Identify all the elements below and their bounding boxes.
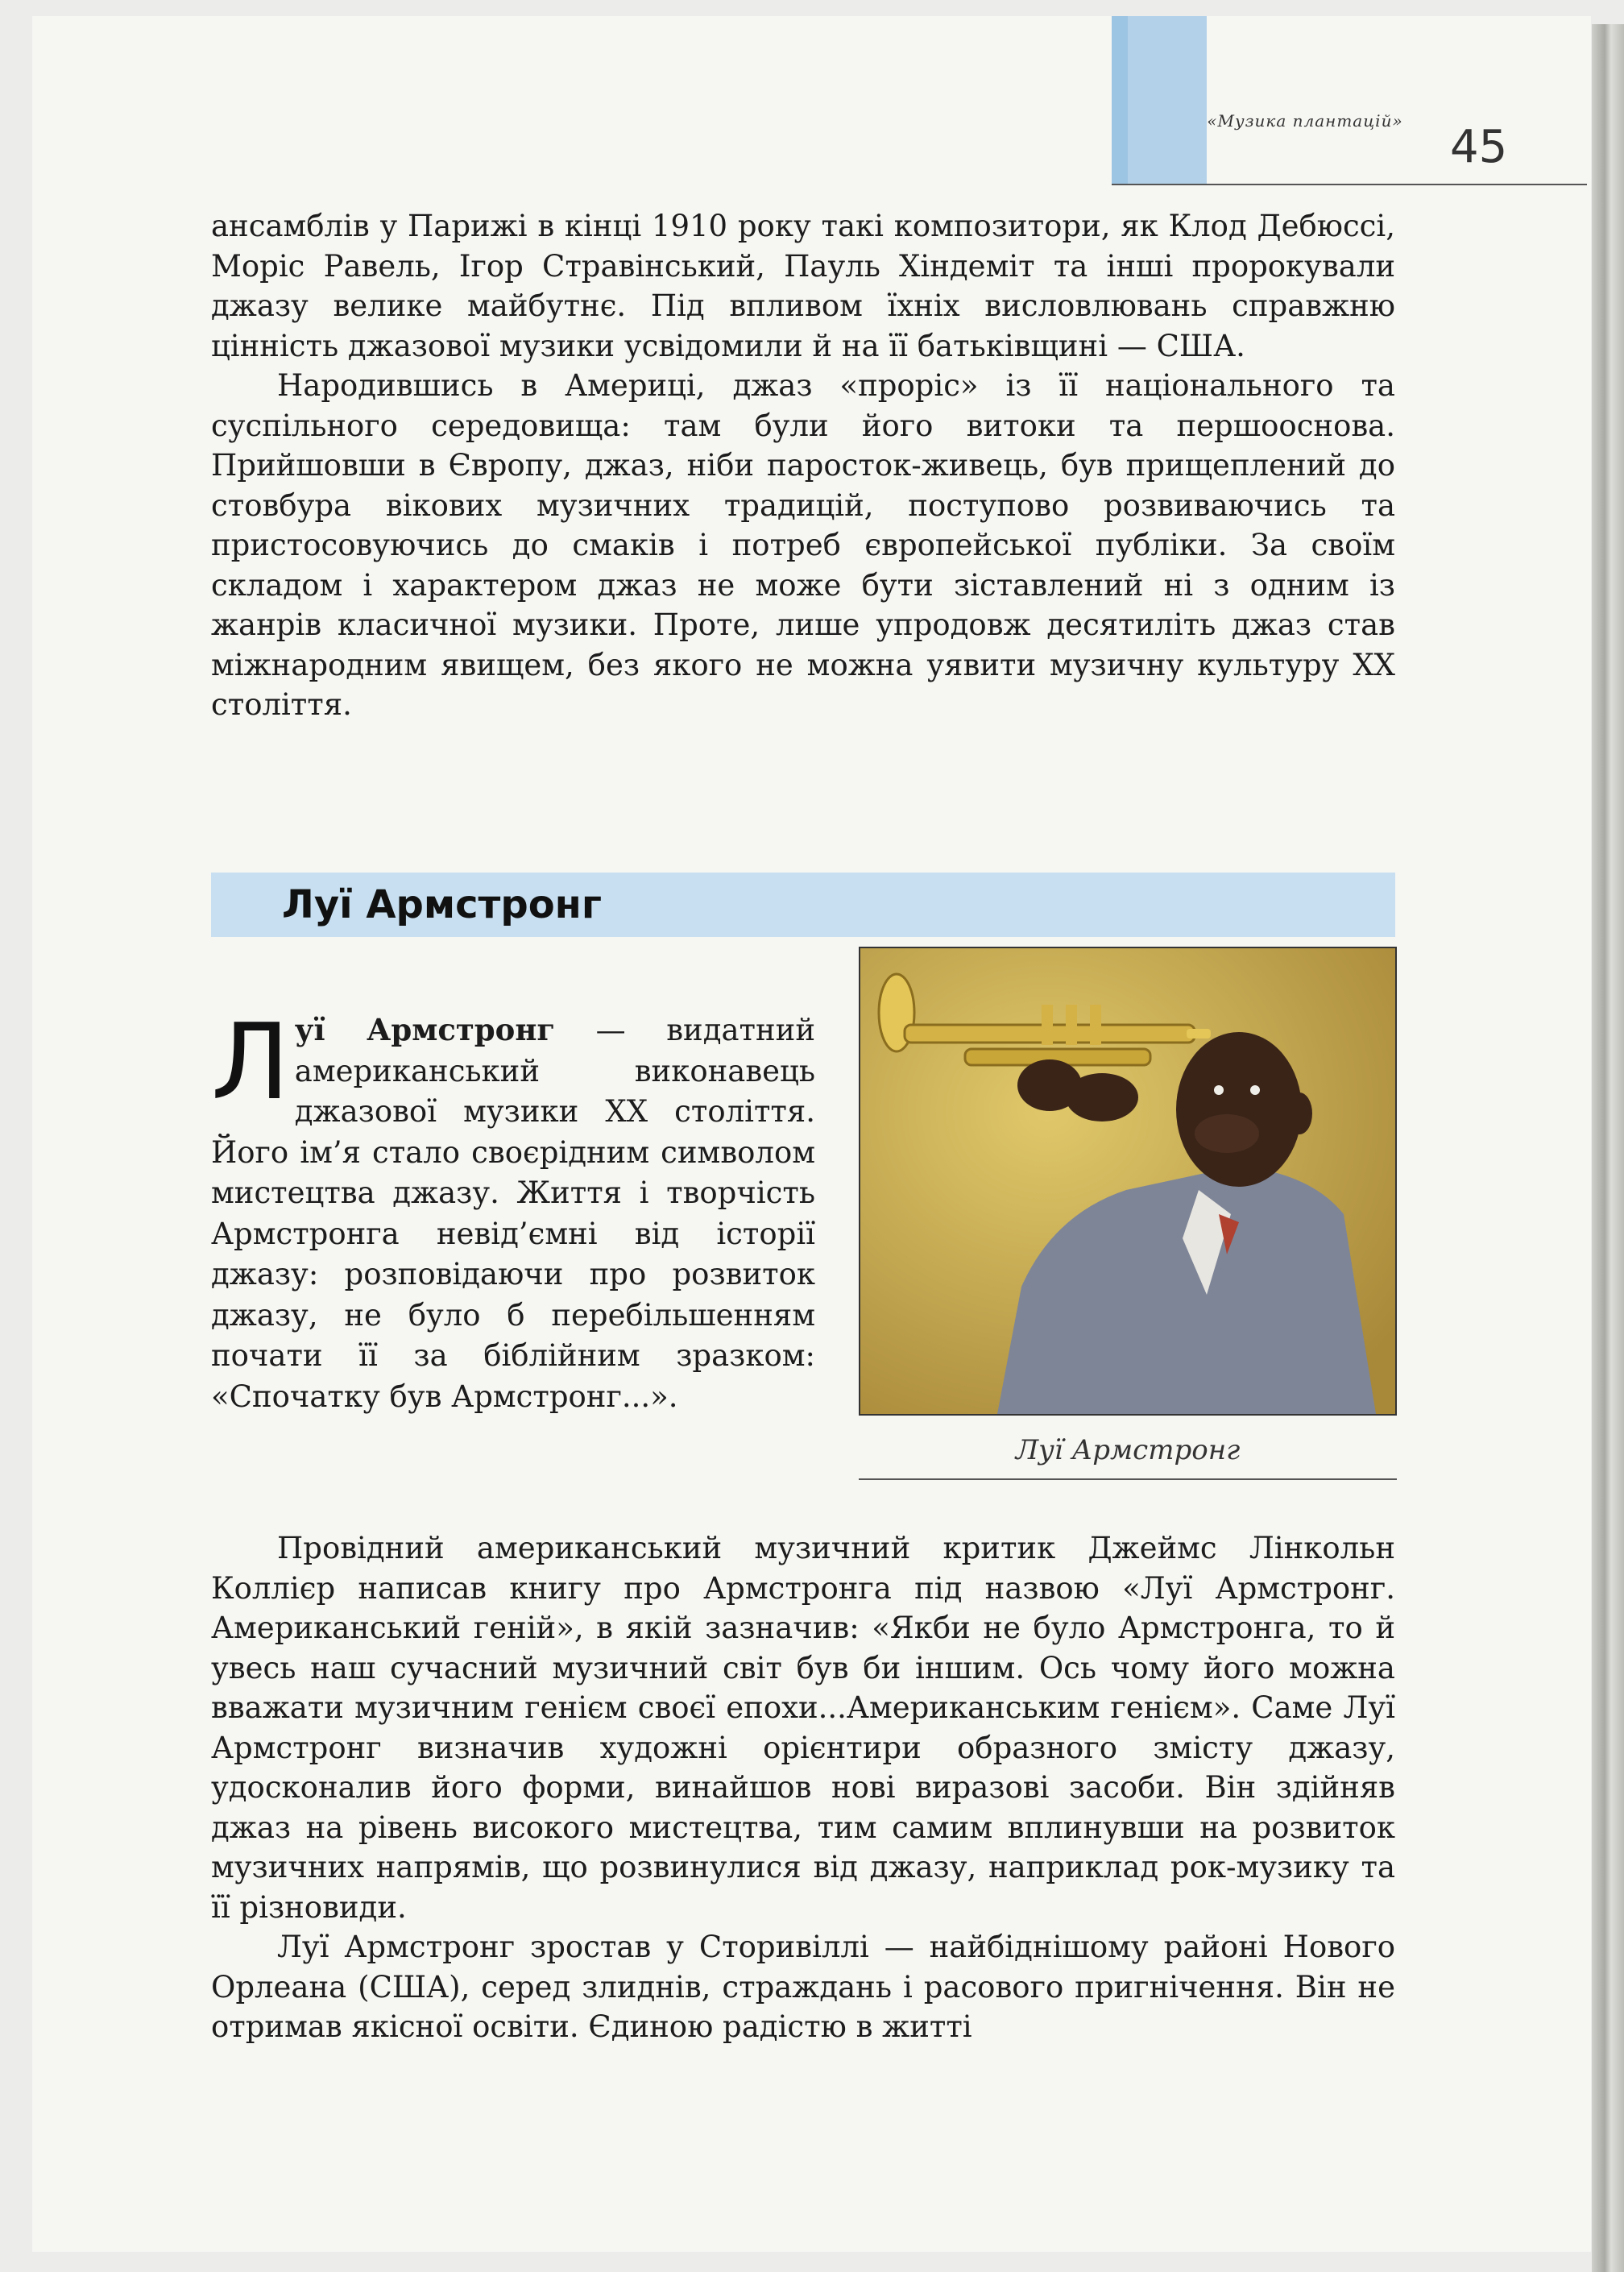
body-text-continued (211, 1528, 1395, 2047)
intro-text-rest: — видатний американський виконавець джазової музики XX століття. Його ім’я стало своєрідним символом мистецтва джазу. Життя і творчість Армстронга невід’ємні від історії джазу: розповідаючи про розвиток джазу, не було б перебільшенням почати її за біблійним зразком: «Спочатку був Армстронг...». (211, 1013, 815, 1414)
paragraph-3: Провідний американський музичний критик Джеймс Лінкольн Коллієр написав книгу про Армстронга під назвою «Луї Армстронг. Американський геній», в якій зазначив: «Якби не було Армстронга, то й увесь наш сучасний музичний світ був би іншим. Ось чому його можна вважати музичним генієм своєї епохи...Американським генієм». Саме Луї Армстронг визначив художні орієнтири образного змісту джазу, удосконалив його форми, винайшов нові виразові засоби. Він здійняв джаз на рівень високого мистецтва, тим самим вплинувши на розвиток музичних напрямів, що розвинулися від джазу, наприклад рок-музику та її різновиди. (211, 1531, 1395, 1925)
paragraph-4: Луї Армстронг зростав у Сторивіллі — найбіднішому районі Нового Орлеана (США), серед злиднів, страждань і расового пригнічення. Він не отримав якісної освіти. Єдиною радістю в житті (211, 1930, 1395, 2044)
armstrong-photo (859, 947, 1397, 1416)
armstrong-intro (211, 1001, 815, 1417)
header-tab-accent (1112, 16, 1128, 185)
drop-cap: Л (211, 1001, 290, 1123)
page-number: 45 (1450, 121, 1508, 173)
intro-text (211, 206, 1395, 725)
page-edge (1592, 24, 1624, 2272)
paragraph-2: Народившись в Америці, джаз «проріс» із її національного та суспільного середовища: там були його витоки та першооснова. Прийшовши в Європу, джаз, ніби паросток-живець, був прищеплений до стовбура вікових музичних традицій, поступово розвиваючись та пристосовуючись до смаків і потреб європейської публіки. За своїм складом і характером джаз не може бути зіставлений ні з одним із жанрів класичної музики. Проте, лише упродовж десятиліть джаз став міжнародним явищем, без якого не можна уявити музичну культуру XX століття. (211, 368, 1395, 722)
lead-name: уї Армстронг (294, 1012, 556, 1047)
paragraph-1: ансамблів у Парижі в кінці 1910 року такі композитори, як Клод Дебюссі, Моріс Равель, Ігор Стравінський, Пауль Хіндеміт та інші пророкували джазу велике майбутнє. Під впливом їхніх висловлювань справжню цінність джазової музики усвідомили й на її батьківщині — США. (211, 209, 1395, 363)
photo-caption: Луї Армстронг (1015, 1434, 1241, 1466)
running-head: «Музика плантацій» (1207, 111, 1403, 131)
trumpet-player-illustration (860, 948, 1395, 1414)
caption-rule (859, 1478, 1397, 1480)
section-title: Луї Армстронг (282, 882, 602, 927)
header-rule (1112, 184, 1587, 185)
